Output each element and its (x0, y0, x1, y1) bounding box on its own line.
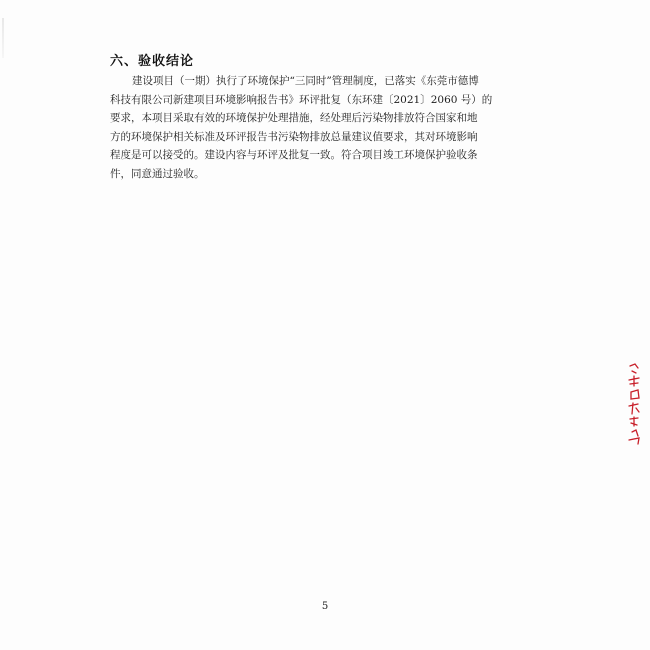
paragraph-line: 方的环境保护相关标准及环评报告书污染物排放总量建议值要求，其对环境影响 (110, 130, 478, 143)
paragraph-line: 件，同意通过验收。 (110, 167, 205, 180)
scan-edge-mark (2, 18, 4, 58)
paragraph-line: 要求，本项目采取有效的环境保护处理措施，经处理后污染物排放符合国家和地 (110, 112, 478, 124)
section-heading: 六、验收结论 (110, 54, 195, 69)
paragraph-line: 建设项目（一期）执行了环境保护“三同时”管理制度，已落实《东莞市德博 (132, 75, 479, 87)
page-number: 5 (321, 601, 329, 612)
paragraph-line: 程度是可以接受的。建设内容与环评及批复一致。符合项目竣工环境保护验收条 (110, 149, 478, 161)
conclusion-paragraph (110, 72, 540, 183)
paragraph-line: 科技有限公司新建项目环境影响报告书》环评批复（东环建〔2021〕2060 号）的 (110, 93, 493, 106)
red-seal-stamp (626, 362, 644, 446)
